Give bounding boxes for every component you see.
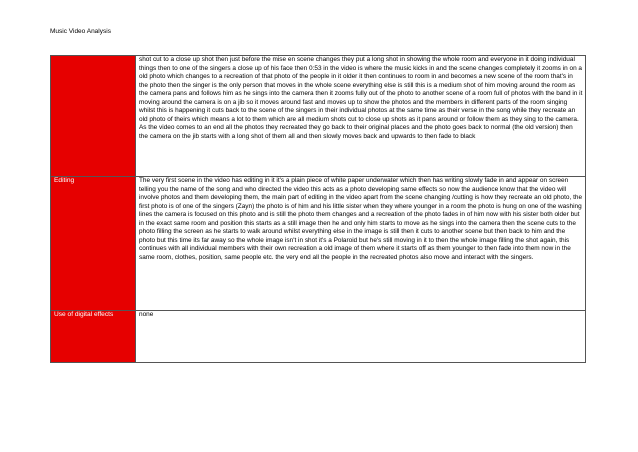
row-text: none <box>139 311 154 318</box>
document-title: Music Video Analysis <box>50 28 111 35</box>
table-row <box>51 56 586 177</box>
table-row <box>51 177 586 311</box>
analysis-table <box>50 55 586 363</box>
table-row <box>51 311 586 363</box>
row-label: Editing <box>54 177 75 184</box>
row-label: Use of digital effects <box>54 311 114 318</box>
label-cell <box>51 177 136 311</box>
text-cell <box>136 56 586 177</box>
text-cell <box>136 177 586 311</box>
row-text: shot cut to a close up shot then just before the mise en scene changes they put a long shot in showing the whole room and everyone in it doing individual things then to one of the singers a close up of his face then 0:53 in the video is where the music kicks in and the scene changes completely it zooms in on a old photo which changes to a recreation of that photo of the people in it older it then continues to room in and becomes a new scene of the room that's in the photo then the singer is the only person that moves in the whole scene everything else is still this is a medium shot of him moving around the room as the camera pans and follows him as he sings into the camera then it zooms fully out of the photo to another scene of a room full of photos with the band in it moving around the camera is on a jib so it moves around fast and moves up to show the photos and the members in different parts of the room singing whilst this is happening it cuts back to the scene of the singers in their individual photos at the same time as their verse in the song while they recreate an old photo of theirs which means a lot to them which are all medium shots cut to close up shots as it pans around or follow them as they sing to the camera. As the video comes to an end all the photos they recreated they go back to their original places and the photo goes back to normal (the old version) then the camera on the jib starts with a long shot of them all and then slowly moves back and upwards to then fade to black <box>139 56 583 140</box>
label-cell <box>51 311 136 363</box>
text-cell <box>136 311 586 363</box>
label-cell <box>51 56 136 177</box>
row-text: The very first scene in the video has editing in it it's a plain piece of white paper underwater which then has writing slowly fade in and appear on screen telling you the name of the song and who directed the video this acts as a photo developing same effects so now the audience know that the video will involve photos and them developing them, the main part of editing in the video apart from the scene changing /cutting is how they recreate an old photo, the first photo is of one of the singers (Zayn) the photo is of him and his little sister when they where younger in a room the photo is hung on one of the washing lines the camera is focused on this photo and is still the photo them changes and a recreation of the photo fades in of him now with his sister both older but in the exact same room and position this starts as a still image then he and only him starts to move as he sings into the camera then the scene cuts to the photo filling the screen as he starts to walk around whilst everything else in the image is still then it cuts to another scene but then back to him and the photo but this time its far away so the whole image isn't in shot it's a Polaroid but he's still moving in it to then the whole image filling the shot again, this continues with all individual members with their own recreation a old image of them where it starts off as them younger to then fade into them now in the same room, clothes, position, same people etc. the very end all the people in the recreated photos also move and interact with the singers. <box>139 177 583 261</box>
